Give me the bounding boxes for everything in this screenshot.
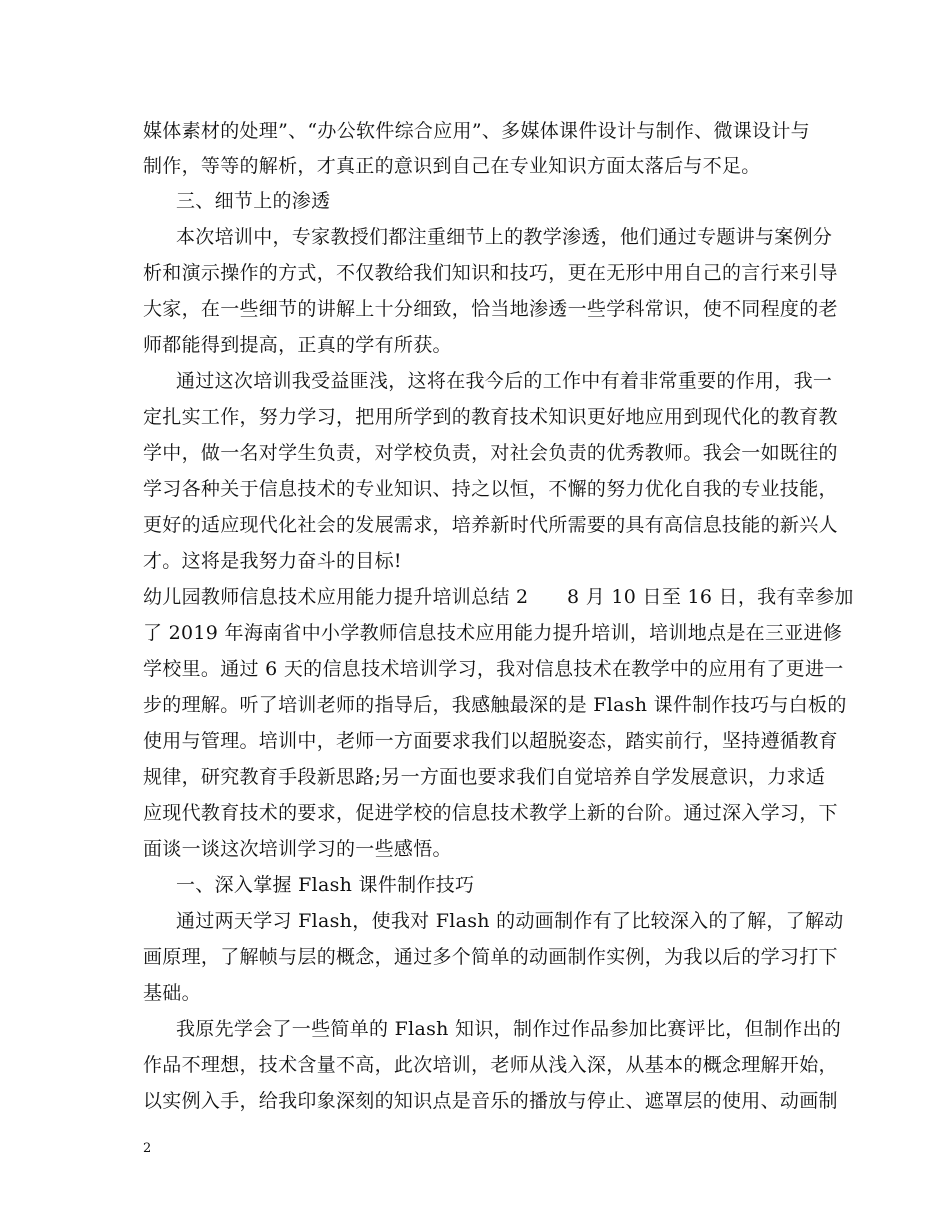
text-line: 定扎实工作，努力学习，把用所学到的教育技术知识更好地应用到现代化的教育教 — [143, 406, 838, 428]
text-line: 步的理解。听了培训老师的指导后，我感触最深的是 Flash 课件制作技巧与白板的 — [143, 694, 847, 716]
text-line: 更好的适应现代化社会的发展需求，培养新时代所需要的具有高信息技能的新兴人 — [143, 514, 838, 536]
section-heading: 三、细节上的渗透 — [176, 190, 331, 212]
text-line: 通过这次培训我受益匪浅，这将在我今后的工作中有着非常重要的作用，我一 — [176, 370, 833, 392]
section-heading: 一、深入掌握 Flash 课件制作技巧 — [176, 874, 475, 896]
text-line: 使用与管理。培训中，老师一方面要求我们以超脱姿态，踏实前行，坚持遵循教育 — [143, 730, 838, 752]
text-line: 了 2019 年海南省中小学教师信息技术应用能力提升培训，培训地点是在三亚进修 — [143, 622, 843, 644]
text-line: 规律，研究教育手段新思路;另一方面也要求我们自觉培养自学发展意识，力求适 — [143, 766, 826, 788]
text-line: 以实例入手，给我印象深刻的知识点是音乐的播放与停止、遮罩层的使用、动画制 — [143, 1090, 838, 1112]
text-line: 析和演示操作的方式，不仅教给我们知识和技巧，更在无形中用自己的言行来引导 — [143, 262, 838, 284]
text-line: 大家，在一些细节的讲解上十分细致，恰当地渗透一些学科常识，使不同程度的老 — [143, 298, 838, 320]
text-line: 通过两天学习 Flash，使我对 Flash 的动画制作有了比较深入的了解，了解动 — [176, 910, 844, 932]
text-line: 师都能得到提高，正真的学有所获。 — [143, 334, 452, 356]
text-line: 本次培训中，专家教授们都注重细节上的教学渗透，他们通过专题讲与案例分 — [176, 226, 833, 248]
text-line: 幼儿园教师信息技术应用能力提升培训总结 2 8 月 10 日至 16 日，我有幸参加 — [143, 586, 854, 608]
text-line: 制作，等等的解析，才真正的意识到自己在专业知识方面太落后与不足。 — [143, 155, 761, 177]
text-line: 我原先学会了一些简单的 Flash 知识，制作过作品参加比赛评比，但制作出的 — [176, 1018, 842, 1040]
text-line: 基础。 — [143, 982, 201, 1004]
text-line: 画原理，了解帧与层的概念，通过多个简单的动画制作实例，为我以后的学习打下 — [143, 946, 838, 968]
text-line: 学校里。通过 6 天的信息技术培训学习，我对信息技术在教学中的应用有了更进一 — [143, 658, 844, 680]
page-number: 2 — [143, 1141, 152, 1156]
text-line: 学中，做一名对学生负责，对学校负责，对社会负责的优秀教师。我会一如既往的 — [143, 442, 838, 464]
text-line: 面谈一谈这次培训学习的一些感悟。 — [143, 838, 452, 860]
text-line: 媒体素材的处理”、“办公软件综合应用”、多媒体课件设计与制作、微课设计与 — [143, 120, 810, 142]
text-line: 作品不理想，技术含量不高，此次培训，老师从浅入深，从基本的概念理解开始， — [143, 1054, 838, 1076]
text-line: 学习各种关于信息技术的专业知识、持之以恒，不懈的努力优化自我的专业技能， — [143, 478, 838, 500]
text-line: 应现代教育技术的要求，促进学校的信息技术教学上新的台阶。通过深入学习，下 — [143, 802, 838, 824]
text-line: 才。这将是我努力奋斗的目标! — [143, 550, 402, 572]
